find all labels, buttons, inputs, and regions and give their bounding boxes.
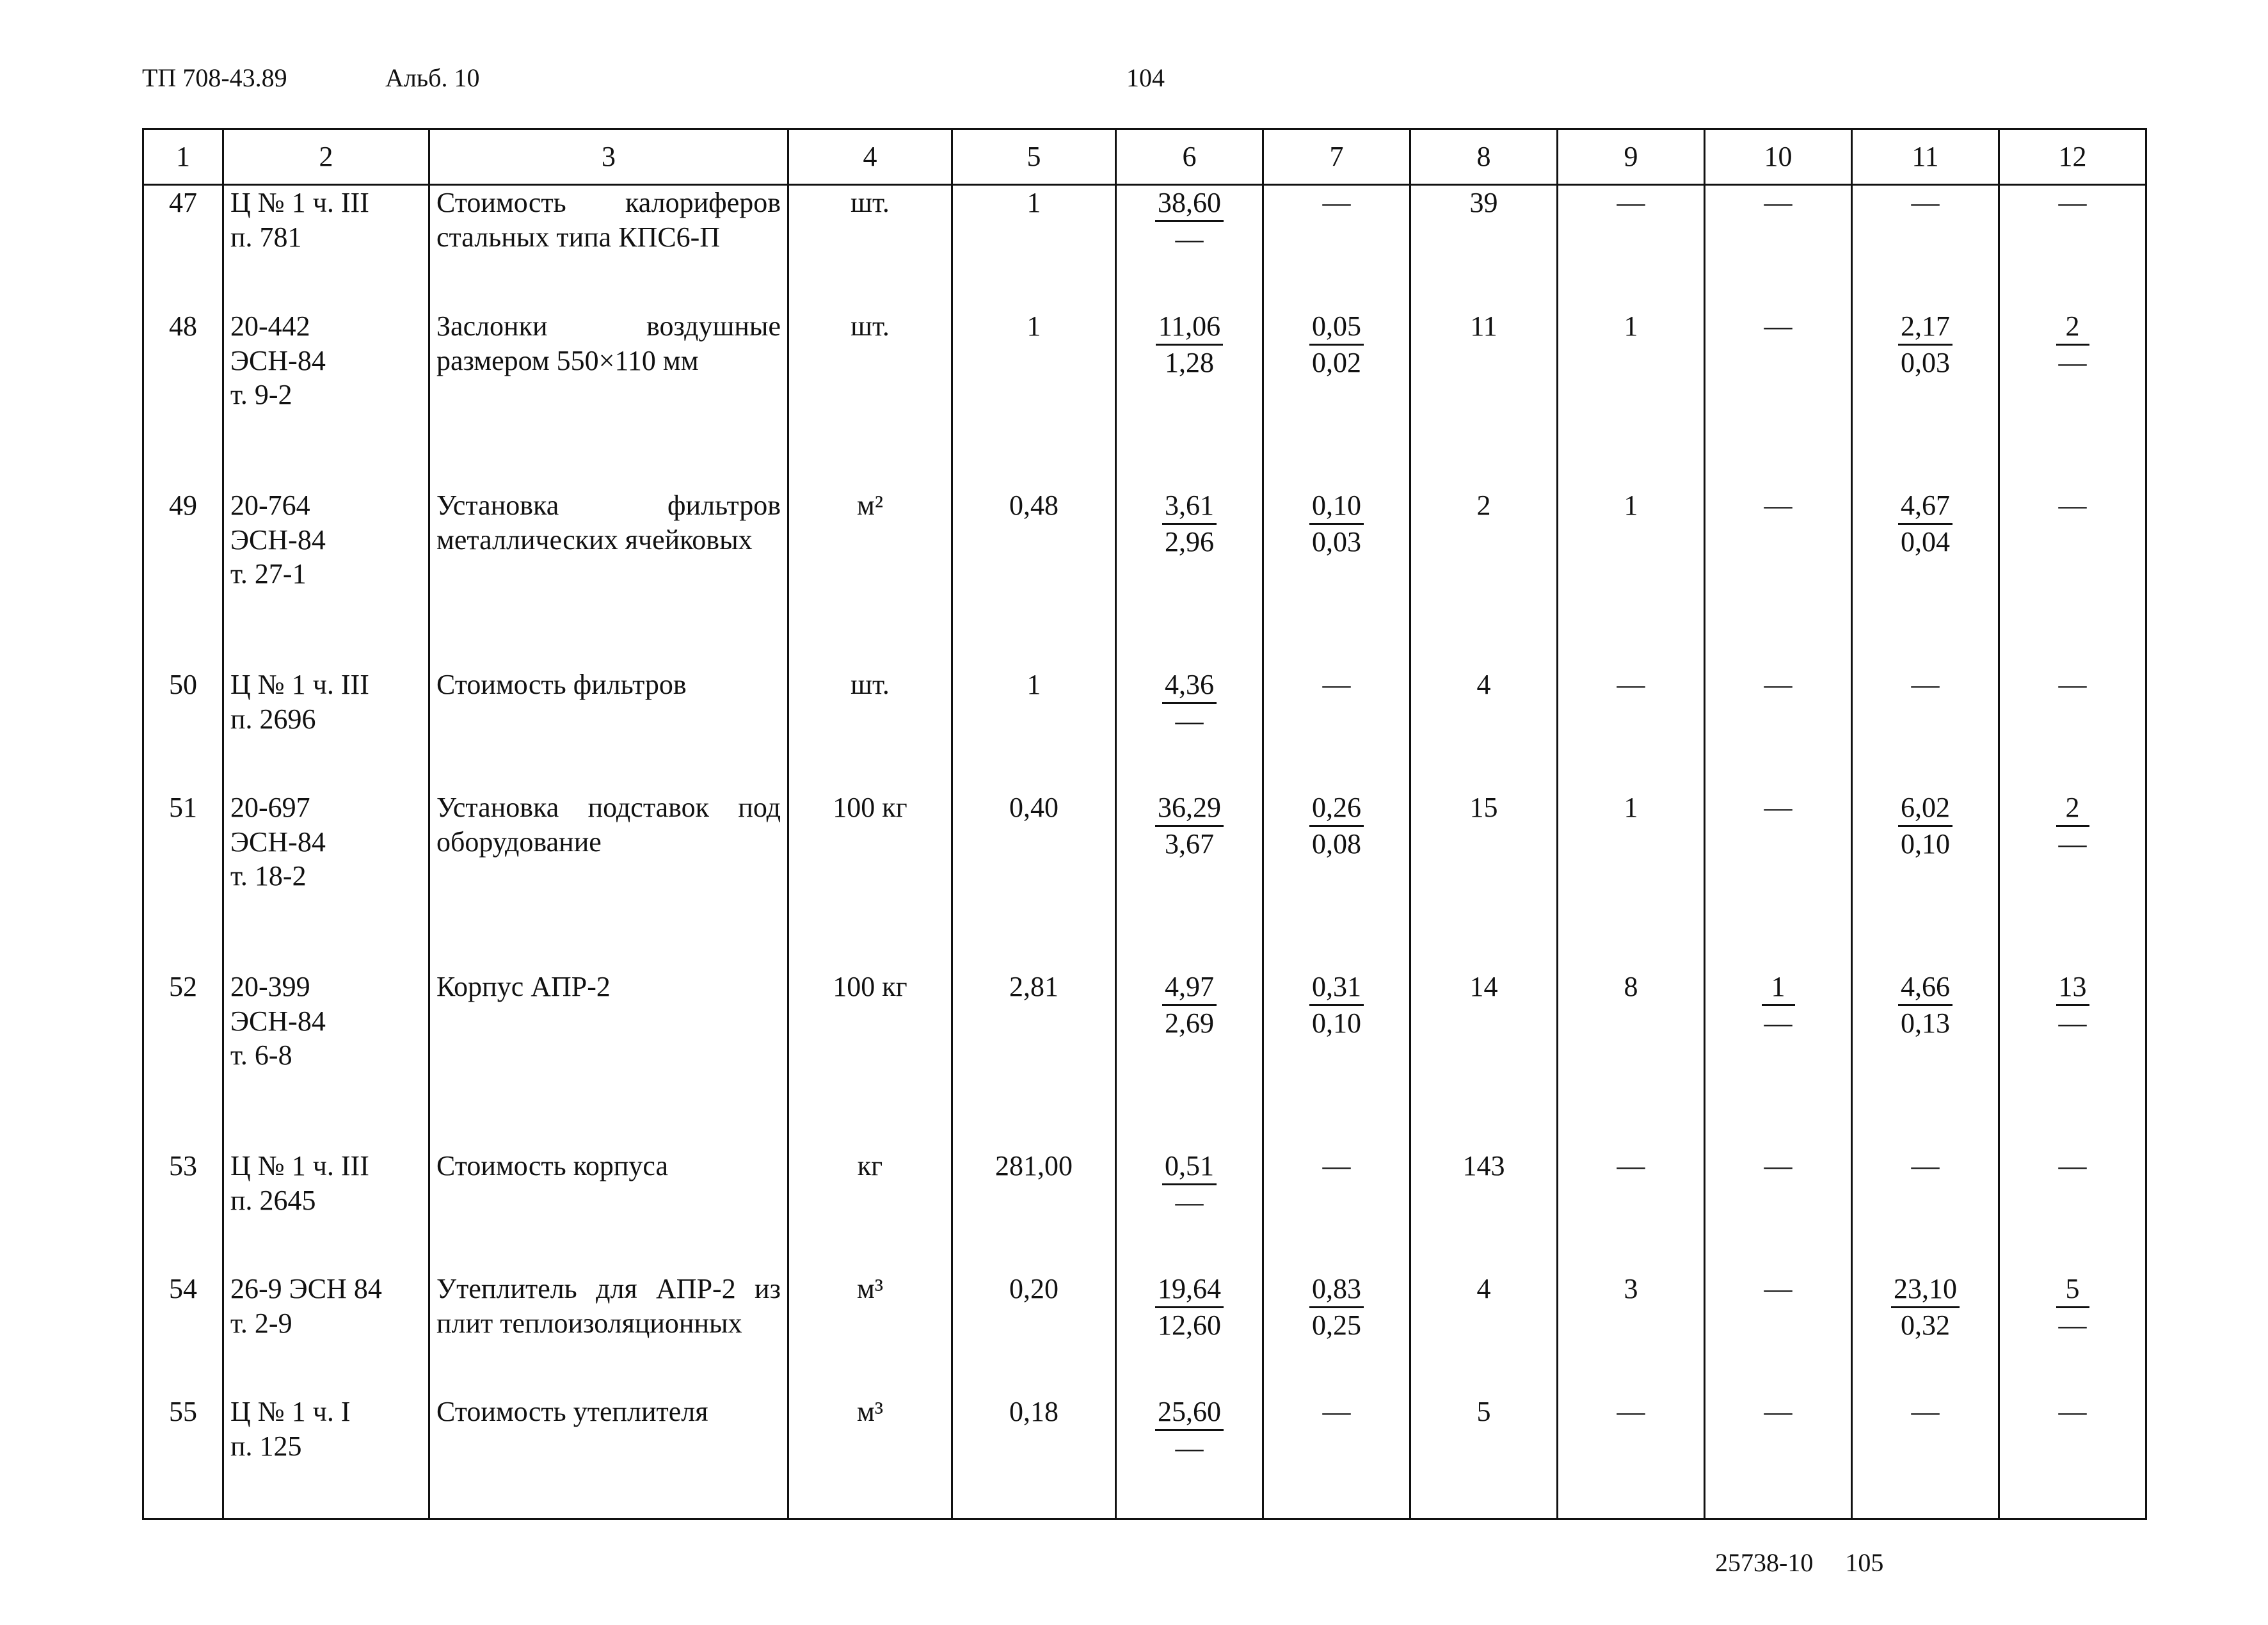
footer-page: 105 bbox=[1845, 1548, 1884, 1577]
fraction-denominator: 3,67 bbox=[1165, 828, 1214, 860]
cell-col-3: Стоимость фильтров bbox=[429, 668, 788, 790]
cell-col-1: 48 bbox=[143, 309, 223, 488]
cell-col-7 bbox=[1263, 309, 1410, 488]
cell-col-10: — bbox=[1705, 1395, 1852, 1517]
reference-line: п. 781 bbox=[230, 221, 302, 253]
fraction-denominator: 0,04 bbox=[1901, 525, 1950, 557]
reference-line: Ц № 1 ч. III bbox=[230, 187, 369, 218]
cell-col-1: 53 bbox=[143, 1149, 223, 1272]
album-number: Альб. 10 bbox=[385, 63, 480, 92]
cell-col-8: 143 bbox=[1410, 1149, 1558, 1272]
fraction-value bbox=[1309, 488, 1364, 559]
fraction-value bbox=[1898, 790, 1953, 861]
column-header-11: 11 bbox=[1852, 129, 1999, 185]
cell-col-2 bbox=[223, 668, 429, 790]
reference-line: ЭСН-84 bbox=[230, 344, 326, 376]
fraction-numerator: 0,10 bbox=[1309, 488, 1364, 525]
cell-col-9: 3 bbox=[1558, 1272, 1705, 1395]
fraction-denominator: 0,08 bbox=[1312, 828, 1361, 860]
reference-line: т. 2-9 bbox=[230, 1307, 292, 1339]
fraction-numerator: 0,83 bbox=[1309, 1272, 1364, 1308]
cell-col-12: — bbox=[1999, 1149, 2146, 1272]
cell-col-1: 52 bbox=[143, 970, 223, 1149]
fraction-numerator: 0,05 bbox=[1309, 309, 1364, 346]
column-header-5: 5 bbox=[952, 129, 1116, 185]
fraction-value bbox=[1309, 970, 1364, 1040]
cell-col-3: Стоимость калориферов стальных типа КПС6-П bbox=[429, 185, 788, 310]
reference-line: п. 2645 bbox=[230, 1184, 316, 1216]
cell-col-5: 0,40 bbox=[952, 790, 1116, 970]
fraction-denominator: — bbox=[1175, 1432, 1204, 1464]
fraction-value bbox=[2056, 790, 2089, 861]
cell-col-11 bbox=[1852, 970, 1999, 1149]
column-header-3: 3 bbox=[429, 129, 788, 185]
cell-col-5: 0,48 bbox=[952, 488, 1116, 668]
cell-col-5: 2,81 bbox=[952, 970, 1116, 1149]
cell-col-8: 5 bbox=[1410, 1395, 1558, 1517]
fraction-denominator: 12,60 bbox=[1158, 1309, 1221, 1341]
fraction-numerator: 3,61 bbox=[1162, 488, 1217, 525]
cell-col-6 bbox=[1116, 668, 1263, 790]
cell-col-10: — bbox=[1705, 790, 1852, 970]
cell-col-10: — bbox=[1705, 1272, 1852, 1395]
fraction-denominator: 0,13 bbox=[1901, 1007, 1950, 1039]
cell-col-11 bbox=[1852, 790, 1999, 970]
cell-col-9: — bbox=[1558, 1149, 1705, 1272]
fraction-denominator: 0,03 bbox=[1901, 346, 1950, 378]
fraction-value bbox=[1162, 488, 1217, 559]
fraction-value bbox=[1155, 1395, 1224, 1465]
fraction-denominator: — bbox=[1175, 223, 1204, 255]
reference-line: ЭСН-84 bbox=[230, 1005, 326, 1037]
cell-col-1: 51 bbox=[143, 790, 223, 970]
reference-line: 20-442 bbox=[230, 310, 310, 342]
empty-filler-row bbox=[143, 1517, 2146, 1519]
cell-col-11: — bbox=[1852, 1149, 1999, 1272]
fraction-value bbox=[1309, 790, 1364, 861]
table-row bbox=[143, 309, 2146, 488]
cell-col-1: 49 bbox=[143, 488, 223, 668]
empty-cell bbox=[952, 1517, 1116, 1519]
cell-col-11 bbox=[1852, 309, 1999, 488]
cell-col-2 bbox=[223, 1395, 429, 1517]
cell-col-1: 54 bbox=[143, 1272, 223, 1395]
page-footer bbox=[1715, 1548, 1915, 1578]
reference-line: 20-697 bbox=[230, 792, 310, 824]
cell-col-2 bbox=[223, 185, 429, 310]
table-row bbox=[143, 488, 2146, 668]
fraction-value bbox=[1155, 1272, 1224, 1342]
fraction-denominator: 2,69 bbox=[1165, 1007, 1214, 1039]
cell-col-8: 2 bbox=[1410, 488, 1558, 668]
cell-col-6 bbox=[1116, 309, 1263, 488]
fraction-numerator: 19,64 bbox=[1155, 1272, 1224, 1308]
cell-col-2 bbox=[223, 309, 429, 488]
cell-col-2 bbox=[223, 790, 429, 970]
cell-col-8: 4 bbox=[1410, 668, 1558, 790]
cell-col-2 bbox=[223, 1149, 429, 1272]
fraction-numerator: 4,36 bbox=[1162, 668, 1217, 704]
fraction-value bbox=[2056, 970, 2089, 1040]
fraction-numerator: 4,67 bbox=[1898, 488, 1953, 525]
column-number-row bbox=[143, 129, 2146, 185]
fraction-value bbox=[2056, 1272, 2089, 1342]
fraction-denominator: — bbox=[1764, 1007, 1793, 1039]
cell-col-2 bbox=[223, 970, 429, 1149]
cell-col-4: 100 кг bbox=[788, 790, 952, 970]
fraction-numerator: 4,97 bbox=[1162, 970, 1217, 1006]
table-row bbox=[143, 970, 2146, 1149]
cell-col-6 bbox=[1116, 185, 1263, 310]
column-header-1: 1 bbox=[143, 129, 223, 185]
cell-col-6 bbox=[1116, 1149, 1263, 1272]
reference-line: 20-764 bbox=[230, 490, 310, 522]
empty-cell bbox=[429, 1517, 788, 1519]
column-header-9: 9 bbox=[1558, 129, 1705, 185]
cell-col-11 bbox=[1852, 1272, 1999, 1395]
reference-line: т. 9-2 bbox=[230, 379, 292, 411]
page-number: 104 bbox=[1126, 63, 1165, 92]
fraction-numerator: 0,51 bbox=[1162, 1149, 1217, 1185]
cell-col-3: Стоимость корпуса bbox=[429, 1149, 788, 1272]
cell-col-6 bbox=[1116, 970, 1263, 1149]
cell-col-2 bbox=[223, 1272, 429, 1395]
reference-line: т. 18-2 bbox=[230, 860, 307, 892]
empty-cell bbox=[1558, 1517, 1705, 1519]
cell-col-10: — bbox=[1705, 309, 1852, 488]
cell-col-12: — bbox=[1999, 185, 2146, 310]
cell-col-12: — bbox=[1999, 1395, 2146, 1517]
cell-col-8: 14 bbox=[1410, 970, 1558, 1149]
cell-col-1: 55 bbox=[143, 1395, 223, 1517]
cell-col-5: 1 bbox=[952, 309, 1116, 488]
reference-line: п. 2696 bbox=[230, 703, 316, 735]
fraction-value bbox=[1891, 1272, 1960, 1342]
cell-col-11 bbox=[1852, 488, 1999, 668]
cell-col-7 bbox=[1263, 1272, 1410, 1395]
cell-col-7: — bbox=[1263, 1149, 1410, 1272]
empty-cell bbox=[1116, 1517, 1263, 1519]
cell-col-7: — bbox=[1263, 185, 1410, 310]
fraction-numerator: 38,60 bbox=[1155, 186, 1224, 222]
cell-col-3: Установка подставок под оборудование bbox=[429, 790, 788, 970]
cell-col-8: 39 bbox=[1410, 185, 1558, 310]
fraction-denominator: 2,96 bbox=[1165, 525, 1214, 557]
cell-col-5: 1 bbox=[952, 668, 1116, 790]
reference-line: т. 6-8 bbox=[230, 1039, 292, 1071]
fraction-numerator: 1 bbox=[1762, 970, 1795, 1006]
cell-col-3: Утеплитель для АПР-2 из плит теплоизоляционных bbox=[429, 1272, 788, 1395]
cell-col-11: — bbox=[1852, 668, 1999, 790]
cell-col-8: 15 bbox=[1410, 790, 1558, 970]
cell-col-1: 47 bbox=[143, 185, 223, 310]
fraction-value bbox=[1162, 668, 1217, 738]
fraction-value bbox=[1155, 790, 1224, 861]
cell-col-10 bbox=[1705, 970, 1852, 1149]
fraction-denominator: 0,32 bbox=[1901, 1309, 1950, 1341]
fraction-denominator: 0,10 bbox=[1901, 828, 1950, 860]
cell-col-4: м³ bbox=[788, 1395, 952, 1517]
cell-col-3: Установка фильтров металлических ячейковых bbox=[429, 488, 788, 668]
cell-col-11: — bbox=[1852, 185, 1999, 310]
fraction-denominator: 1,28 bbox=[1165, 346, 1214, 378]
fraction-value bbox=[1309, 309, 1364, 380]
cell-col-12 bbox=[1999, 1272, 2146, 1395]
cell-col-11: — bbox=[1852, 1395, 1999, 1517]
reference-line: 26-9 ЭСН 84 bbox=[230, 1273, 382, 1305]
cell-col-12: — bbox=[1999, 668, 2146, 790]
cell-col-5: 0,20 bbox=[952, 1272, 1116, 1395]
fraction-denominator: 0,03 bbox=[1312, 525, 1361, 557]
fraction-numerator: 0,26 bbox=[1309, 790, 1364, 827]
reference-line: Ц № 1 ч. III bbox=[230, 1150, 369, 1182]
fraction-value bbox=[1898, 488, 1953, 559]
empty-cell bbox=[143, 1517, 223, 1519]
cell-col-9: — bbox=[1558, 1395, 1705, 1517]
cell-col-12: — bbox=[1999, 488, 2146, 668]
cell-col-7: — bbox=[1263, 668, 1410, 790]
cell-col-8: 11 bbox=[1410, 309, 1558, 488]
cell-col-3: Корпус АПР-2 bbox=[429, 970, 788, 1149]
fraction-numerator: 11,06 bbox=[1156, 309, 1223, 346]
empty-cell bbox=[788, 1517, 952, 1519]
table-row bbox=[143, 668, 2146, 790]
cell-col-4: шт. bbox=[788, 185, 952, 310]
cell-col-7 bbox=[1263, 970, 1410, 1149]
reference-line: ЭСН-84 bbox=[230, 826, 326, 858]
empty-cell bbox=[1999, 1517, 2146, 1519]
column-header-10: 10 bbox=[1705, 129, 1852, 185]
fraction-numerator: 6,02 bbox=[1898, 790, 1953, 827]
cell-col-1: 50 bbox=[143, 668, 223, 790]
fraction-numerator: 25,60 bbox=[1155, 1395, 1224, 1431]
fraction-value bbox=[1309, 1272, 1364, 1342]
cell-col-2 bbox=[223, 488, 429, 668]
cell-col-3: Стоимость утеплителя bbox=[429, 1395, 788, 1517]
fraction-denominator: 0,10 bbox=[1312, 1007, 1361, 1039]
column-header-2: 2 bbox=[223, 129, 429, 185]
cell-col-9: 1 bbox=[1558, 790, 1705, 970]
fraction-value bbox=[1162, 970, 1217, 1040]
empty-cell bbox=[223, 1517, 429, 1519]
cell-col-4: 100 кг bbox=[788, 970, 952, 1149]
fraction-denominator: — bbox=[2058, 828, 2087, 860]
cell-col-5: 1 bbox=[952, 185, 1116, 310]
column-header-6: 6 bbox=[1116, 129, 1263, 185]
fraction-denominator: — bbox=[2058, 346, 2087, 378]
reference-line: ЭСН-84 bbox=[230, 524, 326, 556]
empty-cell bbox=[1852, 1517, 1999, 1519]
cell-col-10: — bbox=[1705, 668, 1852, 790]
cell-col-6 bbox=[1116, 488, 1263, 668]
table-row bbox=[143, 1395, 2146, 1517]
cell-col-8: 4 bbox=[1410, 1272, 1558, 1395]
cell-col-9: — bbox=[1558, 185, 1705, 310]
cell-col-12 bbox=[1999, 309, 2146, 488]
fraction-value bbox=[1898, 309, 1953, 380]
column-header-12: 12 bbox=[1999, 129, 2146, 185]
fraction-value bbox=[1156, 309, 1223, 380]
cell-col-10: — bbox=[1705, 488, 1852, 668]
empty-cell bbox=[1410, 1517, 1558, 1519]
cell-col-5: 281,00 bbox=[952, 1149, 1116, 1272]
table-body bbox=[143, 185, 2146, 1519]
cell-col-9: 1 bbox=[1558, 488, 1705, 668]
fraction-denominator: — bbox=[2058, 1007, 2087, 1039]
cell-col-10: — bbox=[1705, 185, 1852, 310]
fraction-denominator: — bbox=[1175, 705, 1204, 737]
estimate-table bbox=[142, 128, 2147, 1520]
empty-cell bbox=[1263, 1517, 1410, 1519]
cell-col-4: м² bbox=[788, 488, 952, 668]
cell-col-7: — bbox=[1263, 1395, 1410, 1517]
table-row bbox=[143, 790, 2146, 970]
cell-col-3: Заслонки воздушные размером 550×110 мм bbox=[429, 309, 788, 488]
fraction-denominator: — bbox=[1175, 1186, 1204, 1218]
reference-line: Ц № 1 ч. III bbox=[230, 669, 369, 701]
reference-line: т. 27-1 bbox=[230, 558, 307, 590]
fraction-value bbox=[1162, 1149, 1217, 1219]
cell-col-9: — bbox=[1558, 668, 1705, 790]
empty-cell bbox=[1705, 1517, 1852, 1519]
fraction-numerator: 2 bbox=[2056, 309, 2089, 346]
table-row bbox=[143, 1272, 2146, 1395]
cell-col-6 bbox=[1116, 790, 1263, 970]
reference-line: 20-399 bbox=[230, 971, 310, 1003]
fraction-numerator: 0,31 bbox=[1309, 970, 1364, 1006]
fraction-denominator: 0,25 bbox=[1312, 1309, 1361, 1341]
fraction-value bbox=[1898, 970, 1953, 1040]
fraction-numerator: 4,66 bbox=[1898, 970, 1953, 1006]
cell-col-4: м³ bbox=[788, 1272, 952, 1395]
reference-line: п. 125 bbox=[230, 1430, 302, 1462]
cell-col-5: 0,18 bbox=[952, 1395, 1116, 1517]
cell-col-7 bbox=[1263, 488, 1410, 668]
fraction-numerator: 2 bbox=[2056, 790, 2089, 827]
column-header-8: 8 bbox=[1410, 129, 1558, 185]
table-row bbox=[143, 185, 2146, 310]
cell-col-12 bbox=[1999, 970, 2146, 1149]
cell-col-12 bbox=[1999, 790, 2146, 970]
cell-col-4: шт. bbox=[788, 309, 952, 488]
fraction-denominator: — bbox=[2058, 1309, 2087, 1341]
fraction-value bbox=[1155, 186, 1224, 256]
fraction-value bbox=[1762, 970, 1795, 1040]
cell-col-6 bbox=[1116, 1395, 1263, 1517]
fraction-value bbox=[2056, 309, 2089, 380]
table-row bbox=[143, 1149, 2146, 1272]
column-header-7: 7 bbox=[1263, 129, 1410, 185]
reference-line: Ц № 1 ч. I bbox=[230, 1395, 351, 1427]
footer-code: 25738-10 bbox=[1715, 1548, 1814, 1577]
cell-col-9: 8 bbox=[1558, 970, 1705, 1149]
column-header-4: 4 bbox=[788, 129, 952, 185]
fraction-numerator: 13 bbox=[2056, 970, 2089, 1006]
cell-col-7 bbox=[1263, 790, 1410, 970]
cell-col-4: шт. bbox=[788, 668, 952, 790]
document-code: ТП 708-43.89 bbox=[142, 63, 287, 92]
cell-col-6 bbox=[1116, 1272, 1263, 1395]
fraction-numerator: 2,17 bbox=[1898, 309, 1953, 346]
fraction-numerator: 5 bbox=[2056, 1272, 2089, 1308]
cell-col-10: — bbox=[1705, 1149, 1852, 1272]
fraction-numerator: 36,29 bbox=[1155, 790, 1224, 827]
cell-col-9: 1 bbox=[1558, 309, 1705, 488]
fraction-numerator: 23,10 bbox=[1891, 1272, 1960, 1308]
cell-col-4: кг bbox=[788, 1149, 952, 1272]
fraction-denominator: 0,02 bbox=[1312, 346, 1361, 378]
